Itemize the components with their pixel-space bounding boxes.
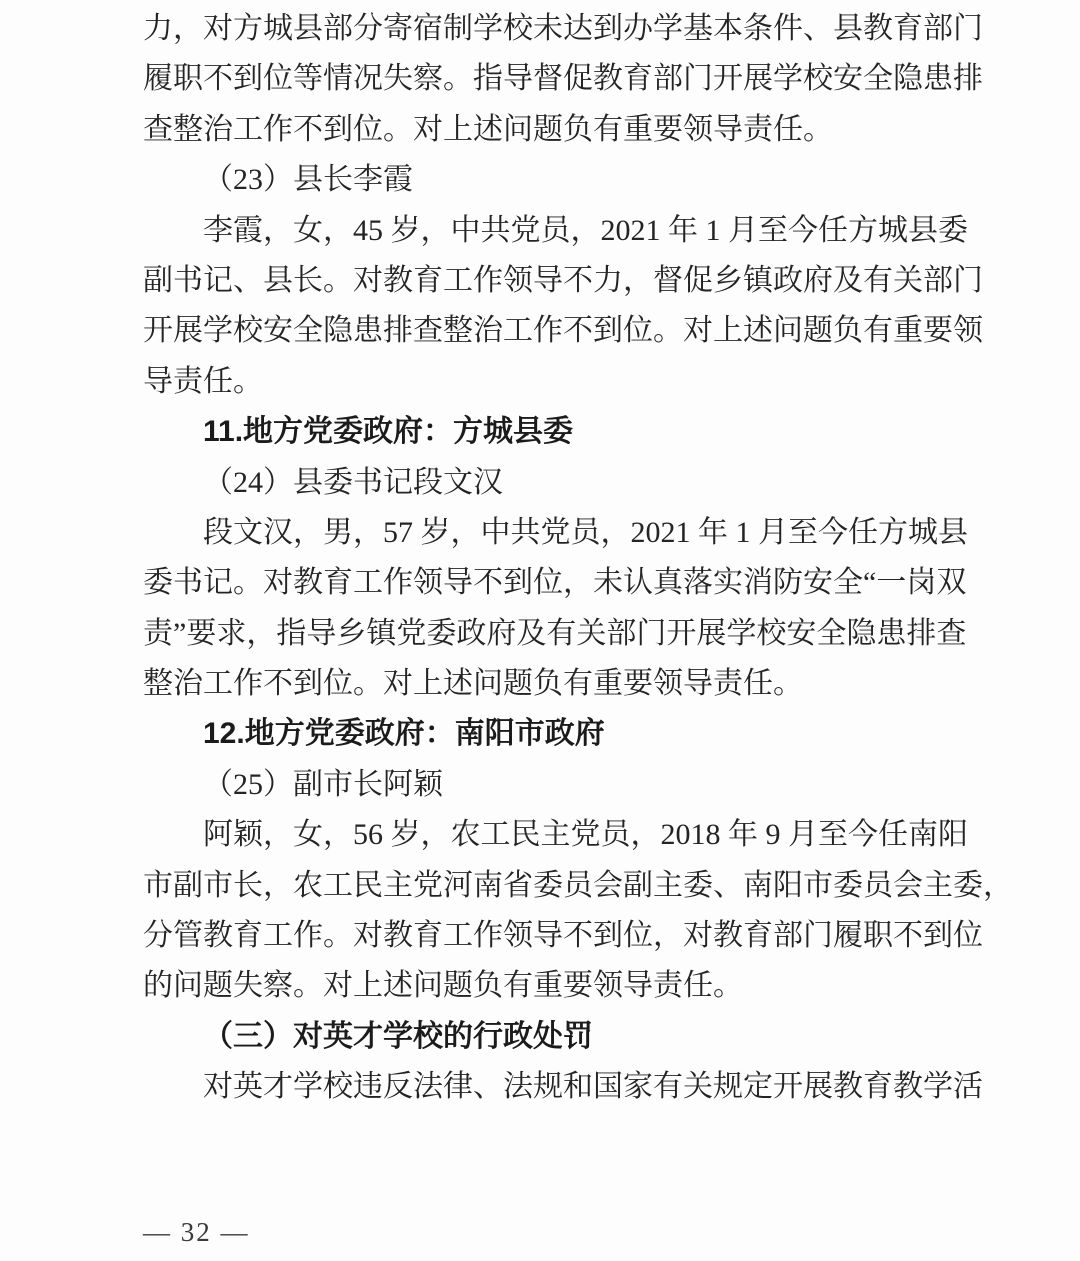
document-body: [143, 4, 1013, 1113]
text-line: 力，对方城县部分寄宿制学校未达到办学基本条件、县教育部门: [143, 12, 983, 45]
text-line: 查整治工作不到位。对上述问题负有重要领导责任。: [143, 112, 833, 146]
section-heading-3: （三）对英才学校的行政处罚: [203, 1019, 593, 1053]
text-line-item-24: （24）县委书记段文汉: [203, 465, 503, 499]
section-heading-12: 12.地方党委政府：南阳市政府: [203, 717, 605, 751]
text-line: 阿颖，女，56 岁，农工民主党员，2018 年 9 月至今任南阳: [203, 818, 968, 852]
text-line: 整治工作不到位。对上述问题负有重要领导责任。: [143, 667, 803, 701]
text-line: 分管教育工作。对教育工作领导不到位，对教育部门履职不到位: [143, 919, 983, 953]
text-line: 的问题失察。对上述问题负有重要领导责任。: [143, 969, 743, 1003]
text-line: 副书记、县长。对教育工作领导不力，督促乡镇政府及有关部门: [143, 263, 983, 297]
text-line: 导责任。: [143, 364, 263, 398]
text-line: 李霞，女，45 岁，中共党员，2021 年 1 月至今任方城县委: [203, 213, 968, 247]
text-line-item-23: （23）县长李霞: [203, 163, 413, 197]
text-line: 委书记。对教育工作领导不到位，未认真落实消防安全“一岗双: [143, 566, 967, 600]
text-line: 开展学校安全隐患排查整治工作不到位。对上述问题负有重要领: [143, 314, 983, 348]
text-line: 市副市长，农工民主党河南省委员会副主委、南阳市委员会主委，: [143, 868, 1013, 902]
text-line: 段文汉，男，57 岁，中共党员，2021 年 1 月至今任方城县: [203, 515, 968, 549]
text-line: 责”要求，指导乡镇党委政府及有关部门开展学校安全隐患排查: [143, 616, 967, 650]
page-number: — 32 —: [143, 1217, 250, 1247]
section-heading-11: 11.地方党委政府：方城县委: [203, 415, 574, 449]
text-line: 对英才学校违反法律、法规和国家有关规定开展教育教学活: [203, 1070, 983, 1104]
text-line: 履职不到位等情况失察。指导督促教育部门开展学校安全隐患排: [143, 62, 983, 96]
text-line-item-25: （25）副市长阿颖: [203, 767, 443, 801]
